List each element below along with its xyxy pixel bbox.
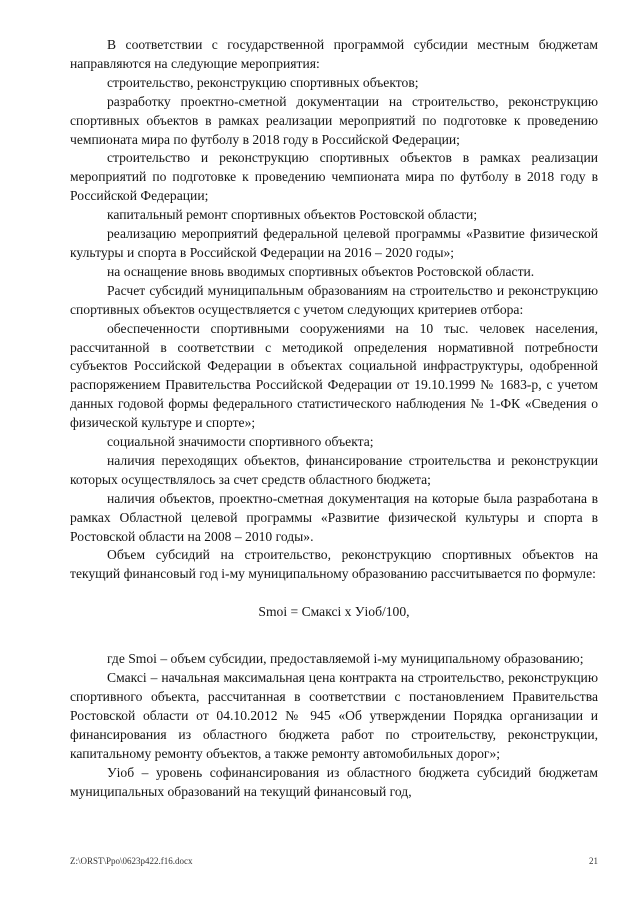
list-item: строительство, реконструкцию спортивных объектов; xyxy=(107,74,419,90)
list-item: наличия объектов, проектно-сметная документация на которые была разработана в рамках Областной целевой программы «Развитие физической культуры и спорта в Ростовской области на 2008 – 2010 годы». xyxy=(70,490,598,544)
paragraph: Объем субсидий на строительство, реконструкцию спортивных объектов на текущий финансовый год i-му муниципальному образованию рассчитывается по формуле: xyxy=(70,547,598,582)
list-item: строительство и реконструкцию спортивных объектов в рамках реализации мероприятий по подготовке к проведению чемпионата мира по футболу в 2018 году в Российской Федерации; xyxy=(70,150,598,204)
file-path: Z:\ORST\Ppo\0623p422.f16.docx xyxy=(70,856,193,866)
list-item: наличия переходящих объектов, финансирование строительства и реконструкции которых осуществлялось за счет средств областного бюджета; xyxy=(70,452,598,487)
list-item: на оснащение вновь вводимых спортивных объектов Ростовской области. xyxy=(107,263,535,279)
list-item: разработку проектно-сметной документации на строительство, реконструкцию спортивных объектов в рамках реализации мероприятий по подготовке к проведению чемпионата мира по футболу в 2018 году в Российской Федерации; xyxy=(70,93,598,147)
list-item: капитальный ремонт спортивных объектов Ростовской области; xyxy=(107,207,478,223)
paragraph: Cмаксi – начальная максимальная цена контракта на строительство, реконструкцию спортивного объекта, рассчитанная в соответствии с постановлением Правительства Ростовской области от 04.10.2012 № 945 «Об утверждении Порядка организации и финансирования из областного бюджета работ по строительству, реконструкции, капитальному ремонту объектов, а также ремонту автомобильных дорог»; xyxy=(70,670,598,761)
paragraph: где Smoi – объем субсидии, предоставляемой i-му муниципальному образованию; xyxy=(107,651,584,667)
paragraph: Расчет субсидий муниципальным образованиям на строительство и реконструкцию спортивных объектов осуществляется с учетом следующих критериев отбора: xyxy=(70,282,598,317)
list-item: социальной значимости спортивного объекта; xyxy=(107,434,374,450)
document-body xyxy=(70,36,598,801)
paragraph: Уioб – уровень софинансирования из областного бюджета субсидий бюджетам муниципальных образований на текущий финансовый год, xyxy=(70,764,598,799)
list-item: реализацию мероприятий федеральной целевой программы «Развитие физической культуры и спорта в Российской Федерации на 2016 – 2020 годы»; xyxy=(70,226,598,260)
list-item: обеспеченности спортивными сооружениями на 10 тыс. человек населения, рассчитанной в соответствии с методикой определения нормативной потребности субъектов Российской Федерации в объектах социальной инфраструктуры, одобренной распоряжением Правительства Российской Федерации от 19.10.1999 № 1683-р, с учетом данных годовой формы федерального статистического наблюдения № 1-ФК «Сведения о физической культуре и спорте»; xyxy=(70,320,598,431)
page-number: 21 xyxy=(589,856,598,866)
formula: Smoi = Cмаксi x Уioб/100, xyxy=(258,604,410,620)
paragraph: В соответствии с государственной программой субсидии местным бюджетам направляются на следующие мероприятия: xyxy=(70,37,598,71)
